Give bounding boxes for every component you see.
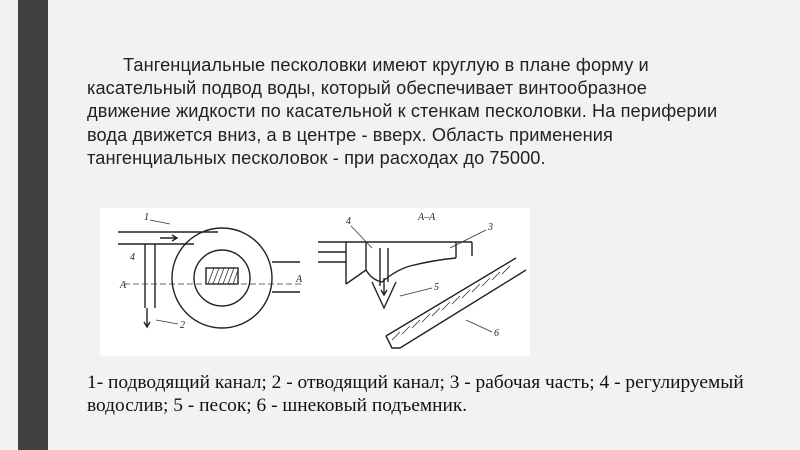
section-lower-wall bbox=[346, 270, 366, 284]
leader-6 bbox=[466, 320, 492, 332]
conveyor-base bbox=[386, 336, 400, 348]
section-title: А–А bbox=[418, 212, 436, 223]
intro-paragraph: Тангенциальные песколовки имеют круглую в плане форму и касательный подвод воды, который обеспечивает винтообразное движение жидкости по касательной к стенкам песколовки. На периферии вода движется вниз, а в центре - вверх. Область применения тангенциальных песколовок - при расходах до 75000. bbox=[87, 55, 718, 168]
outlet-flow-arrow bbox=[144, 308, 150, 327]
figure-caption: 1- подводящий канал; 2 - отводящий канал; 3 - рабочая часть; 4 - регулируемый водослив; 5 - песок; 6 - шнековый подъемник. bbox=[87, 372, 744, 416]
sand-flow-arrow bbox=[381, 278, 387, 295]
section-inlet-pipe bbox=[318, 252, 346, 262]
leader-3 bbox=[450, 230, 486, 248]
label-a-left: А bbox=[120, 280, 127, 291]
section-view bbox=[318, 212, 526, 348]
label-5: 5 bbox=[434, 282, 439, 293]
sand-trap-figure bbox=[100, 208, 530, 356]
plan-view bbox=[118, 212, 303, 331]
leader-5 bbox=[400, 288, 432, 296]
inlet-flow-arrow bbox=[160, 235, 177, 241]
label-1: 1 bbox=[144, 212, 149, 223]
screw-conveyor-flights bbox=[392, 266, 510, 340]
left-accent-bar bbox=[18, 0, 48, 450]
leader-1 bbox=[150, 220, 170, 224]
sand-trap-drawing bbox=[100, 208, 530, 356]
section-tank-walls bbox=[346, 242, 472, 284]
label-2: 2 bbox=[180, 320, 185, 331]
label-3: 3 bbox=[488, 222, 493, 233]
weir-hatching bbox=[208, 268, 238, 284]
label-6: 6 bbox=[494, 328, 499, 339]
label-4-section: 4 bbox=[346, 216, 351, 227]
label-4-plan: 4 bbox=[130, 252, 135, 263]
label-a-right: А bbox=[296, 274, 303, 285]
outlet-channel-walls bbox=[145, 244, 155, 308]
leader-4-section bbox=[351, 226, 372, 248]
outer-chamber-circle bbox=[172, 228, 272, 328]
leader-2 bbox=[156, 320, 178, 324]
inner-chamber-circle bbox=[194, 250, 250, 306]
